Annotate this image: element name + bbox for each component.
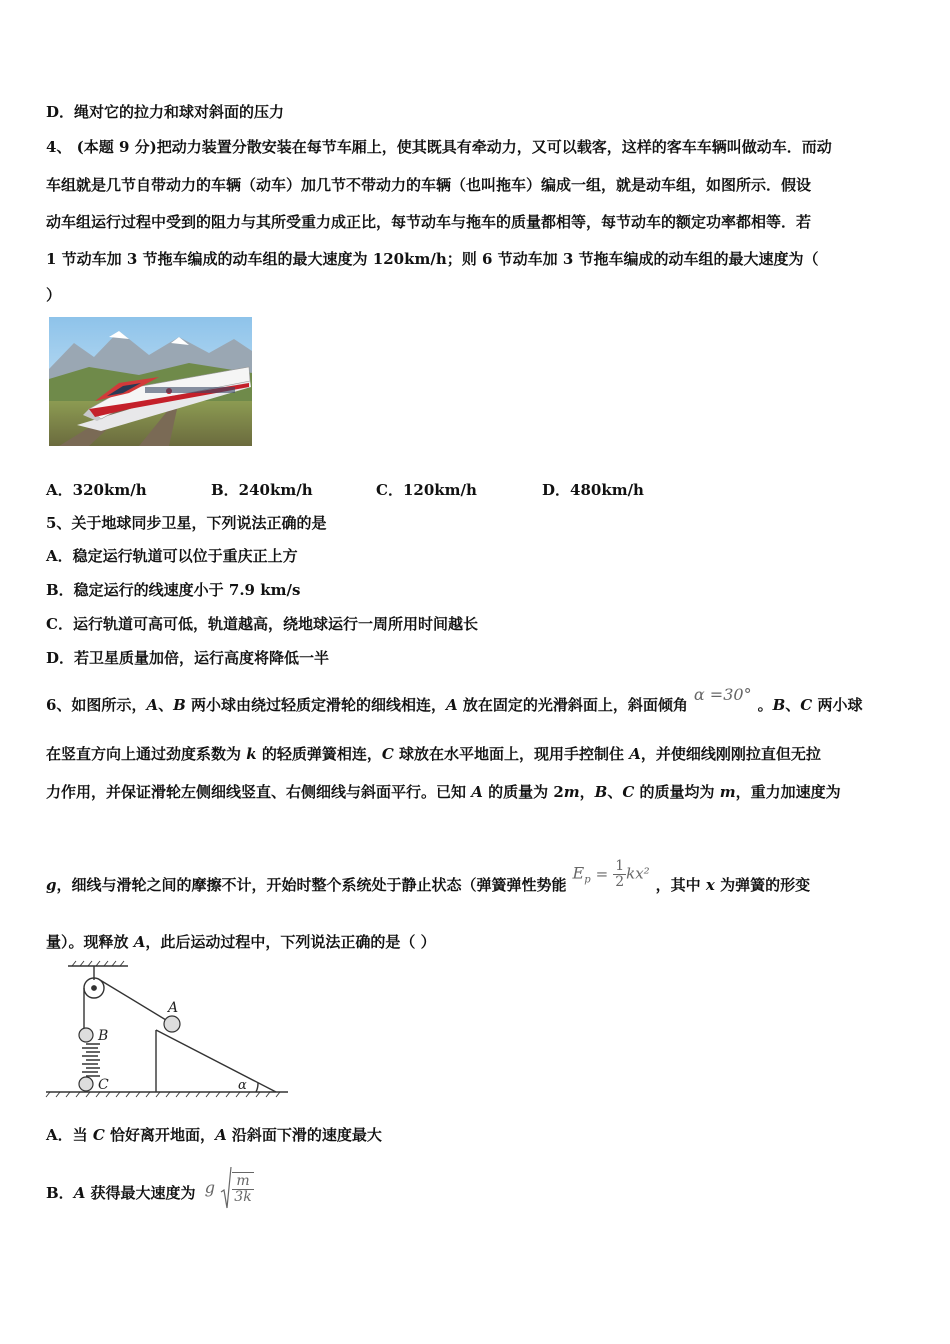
q4-option-d: D．480km/h: [542, 481, 644, 499]
q6-stem-line-4: g，细线与滑轮之间的摩擦不计，开始时整个系统处于静止状态（弹簧弹性势能$E_p$ = $\frac{1}{2}$ kx²，其中 x 为弹簧的形变: [46, 858, 811, 894]
q5-option-d: D．若卫星质量加倍，运行高度将降低一半: [46, 649, 330, 667]
label-b: B: [98, 1028, 109, 1044]
q4-stem-line-1: 4、 (本题 9 分)把动力装置分散安装在每节车厢上，使其既具有牵动力，又可以载客，这样的客车车辆叫做动车．而动: [46, 138, 832, 156]
q4-stem-line-3: 动车组运行过程中受到的阻力与其所受重力成正比，每节动车与拖车的质量都相等，每节动车的额定功率都相等．若: [46, 213, 812, 231]
q3-option-d: D．绳对它的拉力和球对斜面的压力: [46, 103, 285, 121]
q4-options: [46, 479, 746, 499]
q4-option-b: B．240km/h: [211, 481, 313, 499]
alpha-formula: α =30°: [693, 685, 752, 704]
q6-stem-line-1: 6、如图所示，A、B 两小球由绕过轻质定滑轮的细线相连，A 放在固定的光滑斜面上，斜面倾角α =30°。B、C 两小球: [46, 685, 863, 714]
q5-option-a: A．稳定运行轨道可以位于重庆正上方: [46, 547, 298, 565]
sqrt-formula: g $\frac{m}{3k}$: [205, 1166, 254, 1210]
q6-stem-line-2: 在竖直方向上通过劲度系数为 k 的轻质弹簧相连，C 球放在水平地面上，现用手控制住 A，并使细线刚刚拉直但无拉: [46, 745, 821, 763]
q4-stem-line-5: ）: [46, 286, 62, 304]
q5-option-c: C．运行轨道可高可低，轨道越高，绕地球运行一周所用时间越长: [46, 615, 478, 633]
elastic-energy-formula: $E_p$ = $\frac{1}{2}$ kx²: [572, 858, 650, 890]
q5-option-b: B．稳定运行的线速度小于 7.9 km/s: [46, 581, 301, 599]
q4-stem-line-4: 1 节动车加 3 节拖车编成的动车组的最大速度为 120km/h；则 6 节动车加 3 节拖车编成的动车组的最大速度为（: [46, 250, 819, 268]
sqrt-sign: [220, 1166, 232, 1210]
pulley-incline-diagram: [44, 960, 290, 1100]
label-a: A: [168, 1000, 179, 1016]
q6-stem-line-3: 力作用，并保证滑轮左侧细线竖直、右侧细线与斜面平行。已知 A 的质量为 2m，B、C 的质量均为 m，重力加速度为: [46, 783, 841, 801]
label-c: C: [98, 1077, 109, 1093]
train-photo: [49, 317, 252, 446]
q4-option-a: A．320km/h: [46, 481, 147, 499]
q5-stem: 5、关于地球同步卫星，下列说法正确的是: [46, 514, 327, 532]
label-alpha: α: [238, 1078, 247, 1093]
q6-option-a: A．当 C 恰好离开地面，A 沿斜面下滑的速度最大: [46, 1126, 382, 1144]
q6-option-b: B．A 获得最大速度为 g $\frac{m}{3k}$: [46, 1172, 254, 1212]
q4-option-c: C．120km/h: [376, 481, 477, 499]
q6-stem-line-5: 量）。现释放 A，此后运动过程中，下列说法正确的是（ ）: [46, 933, 436, 951]
q4-stem-line-2: 车组就是几节自带动力的车辆（动车）加几节不带动力的车辆（也叫拖车）编成一组，就是动车组，如图所示．假设: [46, 176, 812, 194]
